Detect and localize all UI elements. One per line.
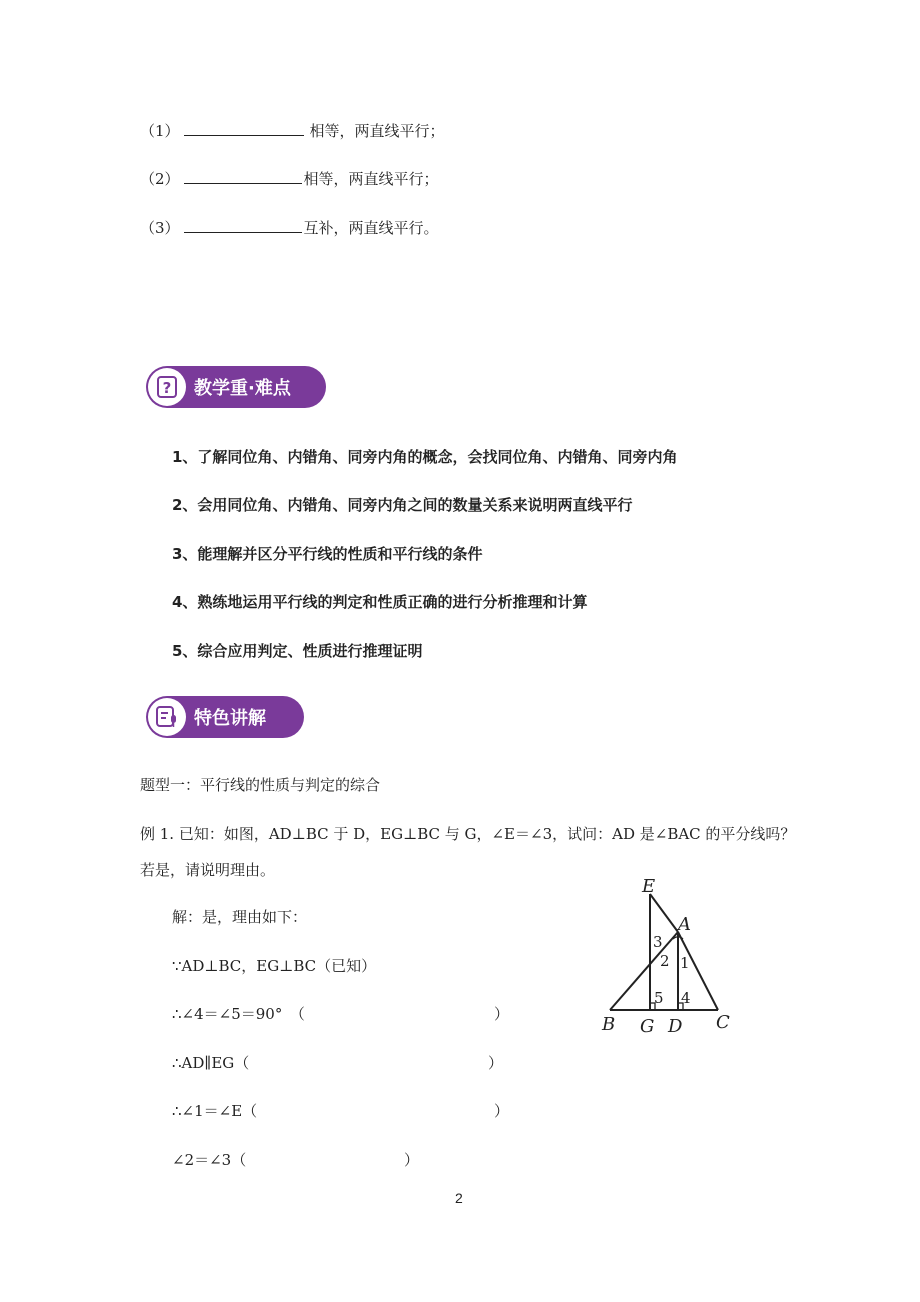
example-statement: 例 1. 已知：如图，AD⊥BC 于 D，EG⊥BC 与 G，∠E＝∠3，试问：AD 是∠BAC 的平分线吗？ — [140, 825, 796, 843]
point-E: E — [642, 876, 656, 897]
point-D: D — [668, 1016, 683, 1037]
key-point-item: 5、综合应用判定、性质进行推理证明 — [172, 642, 423, 660]
section-badge-lecture — [146, 696, 304, 738]
svg-text:?: ? — [162, 379, 172, 397]
reason-blank-close[interactable]: ） — [404, 1151, 420, 1169]
solution-line-reason — [172, 1004, 305, 1024]
angle-2: 2 — [660, 952, 670, 970]
point-B: B — [602, 1014, 616, 1035]
blank-suffix: 相等，两直线平行； — [309, 122, 445, 140]
angle-5: 5 — [654, 989, 664, 1007]
answer-blank[interactable] — [184, 168, 302, 184]
blank-suffix: 互补，两直线平行。 — [303, 219, 439, 237]
lecture-icon — [148, 698, 186, 736]
solution-line: ∵AD⊥BC，EG⊥BC（已知） — [172, 957, 377, 975]
section-title: 特色讲解 — [194, 708, 266, 729]
blank-index: （2） — [140, 170, 180, 188]
blank-index: （1） — [140, 122, 180, 140]
reason-blank-close[interactable]: ） — [488, 1054, 504, 1072]
triangle-figure — [596, 872, 746, 1040]
point-C: C — [716, 1012, 730, 1033]
example-statement-cont: 若是，请说明理由。 — [140, 861, 276, 879]
fill-blank-2 — [140, 168, 439, 189]
angle-3: 3 — [653, 933, 663, 951]
solution-statement: ∴AD∥EG（ — [172, 1054, 250, 1072]
solution-statement: ∴∠4＝∠5＝90° （ — [172, 1005, 305, 1023]
blank-suffix: 相等，两直线平行； — [303, 170, 439, 188]
solution-line: 解：是，理由如下： — [172, 908, 308, 926]
key-point-item: 2、会用同位角、内错角、同旁内角之间的数量关系来说明两直线平行 — [172, 496, 633, 514]
section-badge-key-points — [146, 366, 326, 408]
solution-line-reason — [172, 1150, 246, 1170]
angle-4: 4 — [681, 989, 691, 1007]
section-title: 教学重·难点 — [194, 378, 291, 399]
point-A: A — [678, 914, 691, 935]
key-point-item: 1、了解同位角、内错角、同旁内角的概念，会找同位角、内错角、同旁内角 — [172, 448, 678, 466]
blank-index: （3） — [140, 219, 180, 237]
fill-blank-3 — [140, 217, 439, 238]
solution-statement: ∠2＝∠3（ — [172, 1151, 247, 1169]
reason-blank-close[interactable]: ） — [494, 1005, 510, 1023]
fill-blank-1 — [140, 120, 445, 141]
key-point-item: 3、能理解并区分平行线的性质和平行线的条件 — [172, 545, 483, 563]
page-number: 2 — [455, 1190, 463, 1206]
answer-blank[interactable] — [184, 120, 304, 136]
solution-statement: ∴∠1＝∠E（ — [172, 1102, 258, 1120]
answer-blank[interactable] — [184, 217, 302, 233]
solution-line-reason — [172, 1101, 257, 1121]
reason-blank-close[interactable]: ） — [494, 1102, 510, 1120]
solution-line-reason — [172, 1053, 249, 1073]
key-point-item: 4、熟练地运用平行线的判定和性质正确的进行分析推理和计算 — [172, 593, 588, 611]
angle-1: 1 — [680, 954, 690, 972]
point-G: G — [640, 1016, 655, 1037]
question-icon — [148, 368, 186, 406]
topic-heading: 题型一：平行线的性质与判定的综合 — [140, 776, 381, 794]
